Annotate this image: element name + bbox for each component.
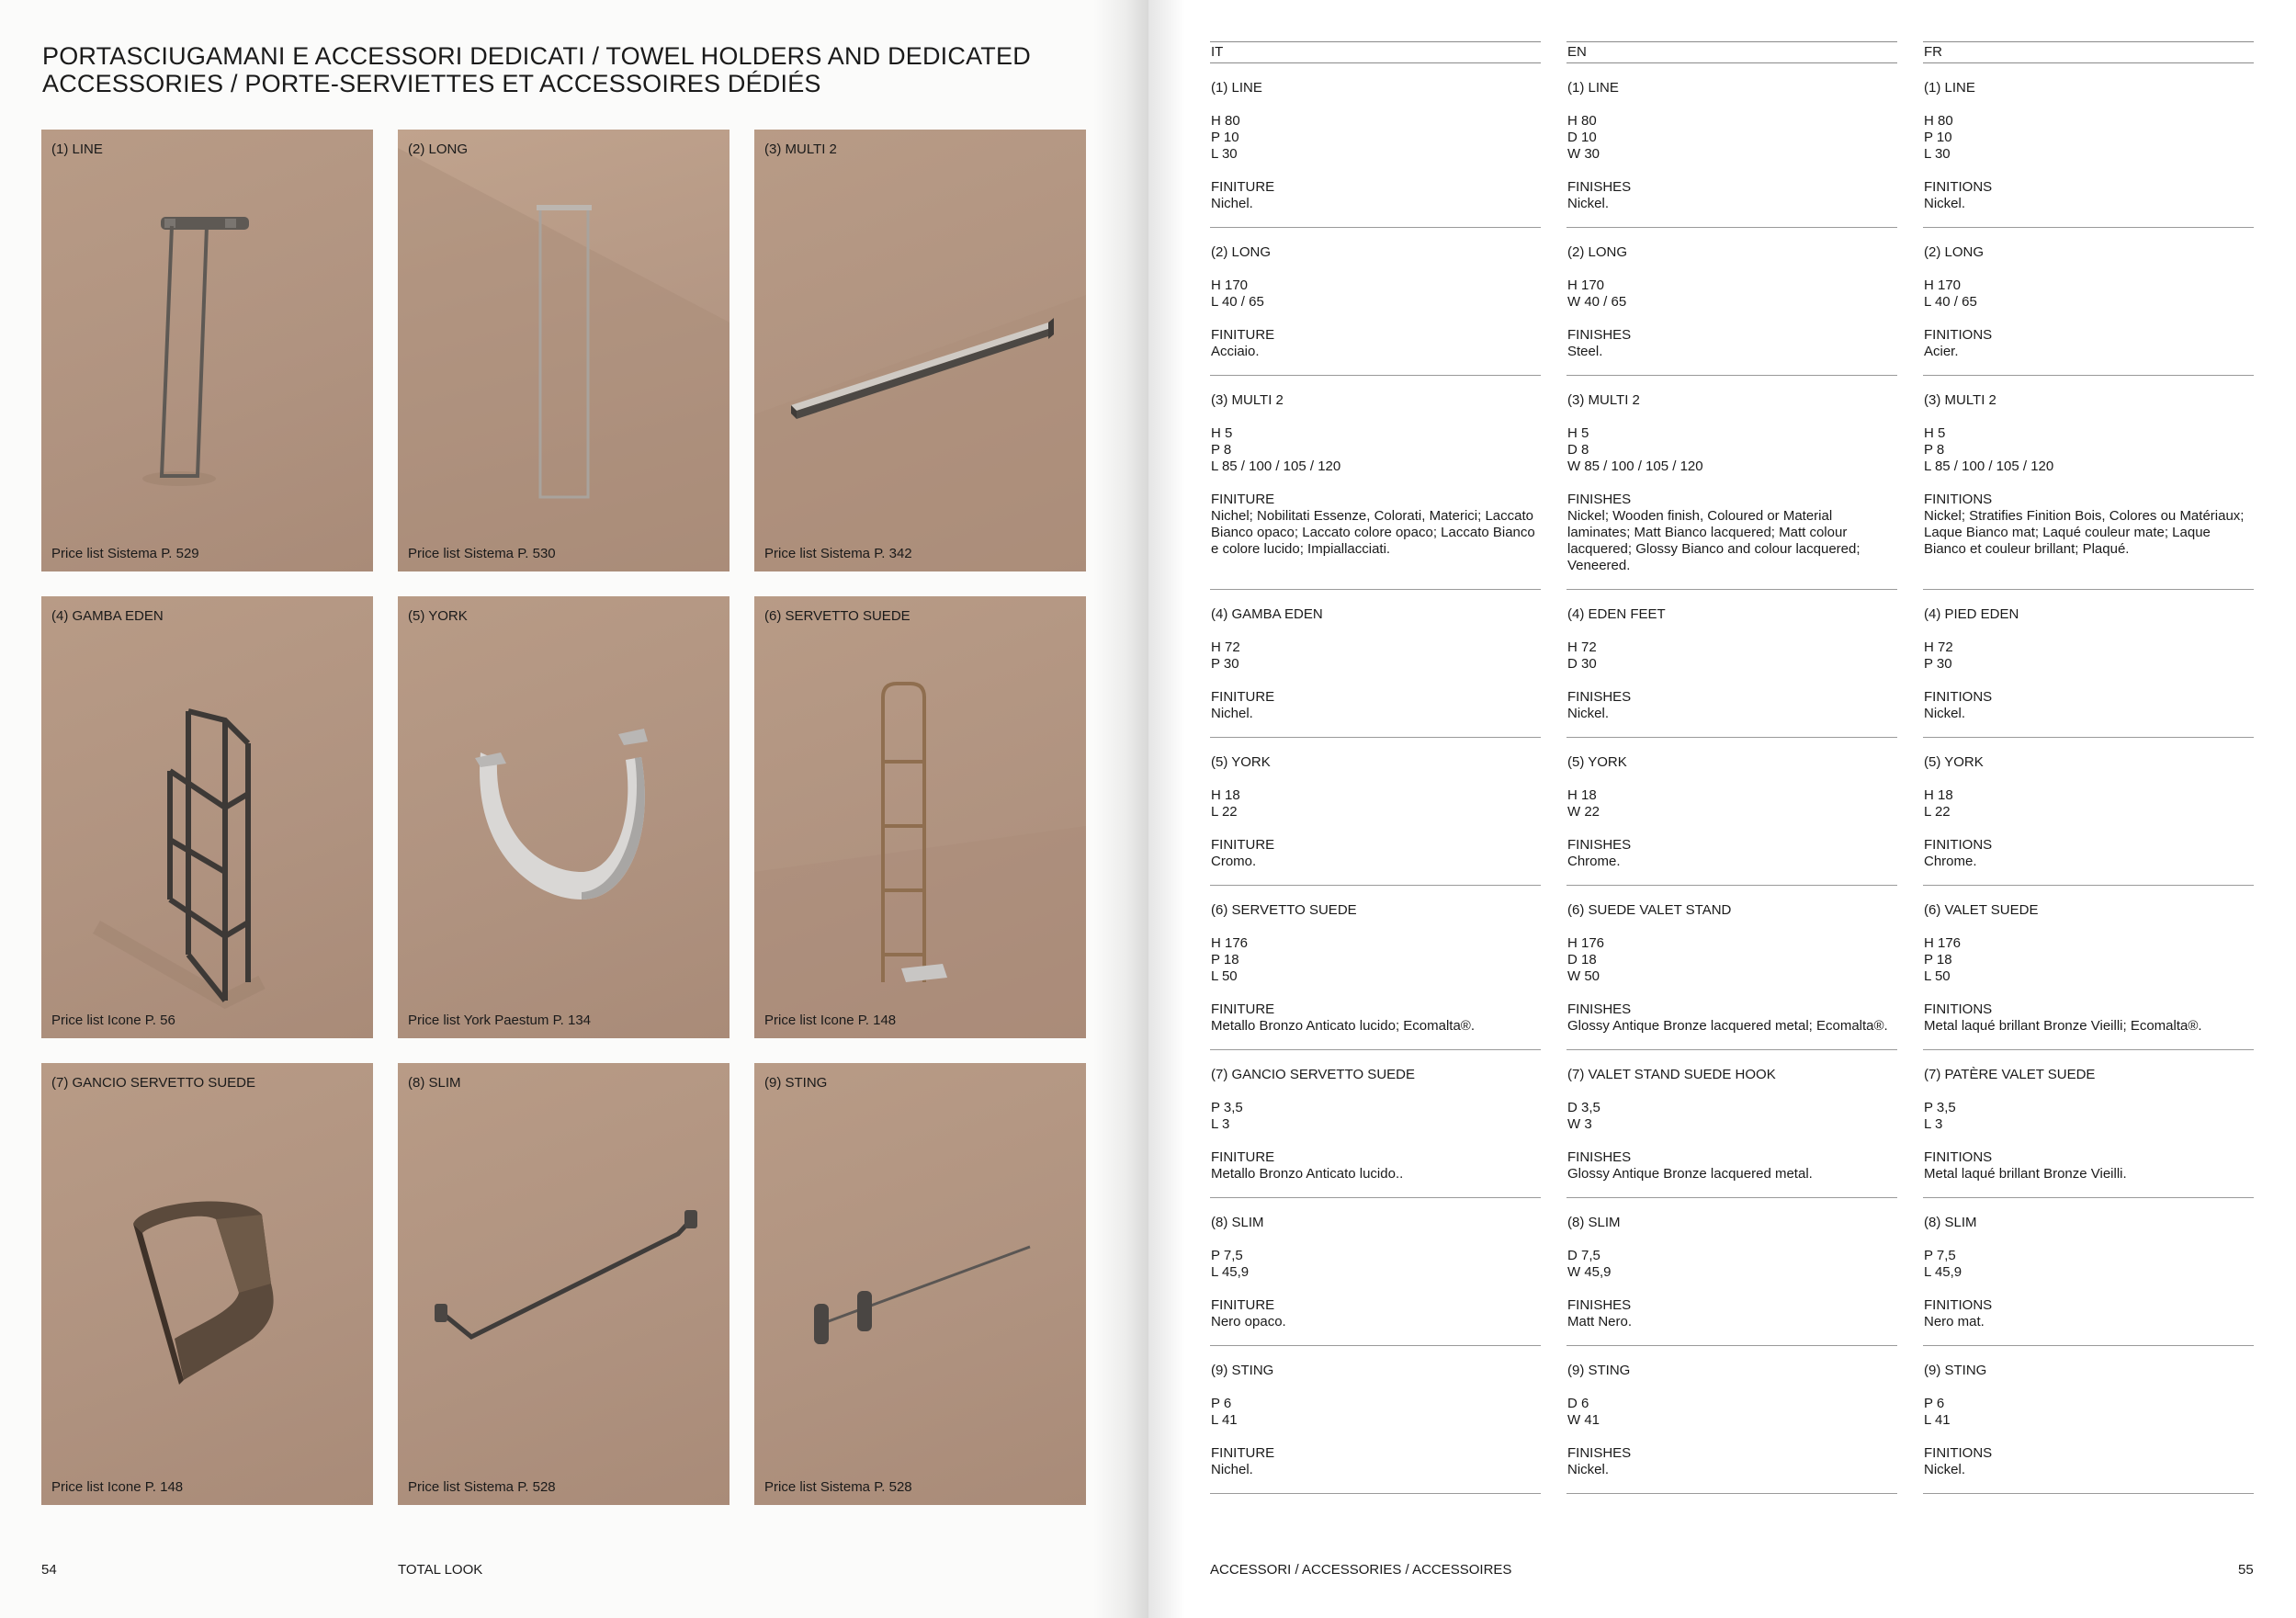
- spec-product-name: (8) SLIM: [1567, 1215, 1621, 1230]
- spec-dimensions: P 7,5 L 45,9: [1211, 1248, 1250, 1280]
- column-lang-label: IT: [1210, 41, 1541, 63]
- spec-product-name: (9) STING: [1567, 1363, 1631, 1378]
- tile-price[interactable]: Price list Sistema P. 530: [408, 546, 556, 561]
- multi-2-shelf-image: [754, 130, 1086, 571]
- spec-entry: [1923, 886, 2254, 1050]
- spec-finishes-label: FINITIONS: [1924, 1445, 1993, 1461]
- spec-product-name: (7) PATÈRE VALET SUEDE: [1924, 1067, 2096, 1082]
- spec-dimensions: H 18 W 22: [1567, 787, 1600, 820]
- tile-name: (7) GANCIO SERVETTO SUEDE: [51, 1075, 255, 1091]
- spec-finishes-label: FINITURE: [1211, 837, 1275, 853]
- spec-dimensions: D 6 W 41: [1567, 1396, 1600, 1428]
- column-lang-label: FR: [1923, 41, 2254, 63]
- york-towel-ring-image: [398, 596, 730, 1038]
- spec-finishes: Nichel.: [1211, 1462, 1253, 1477]
- spec-product-name: (6) SUEDE VALET STAND: [1567, 902, 1732, 918]
- spec-entry: [1210, 1346, 1541, 1494]
- gamba-eden-stand-image: [41, 596, 373, 1038]
- spec-finishes-label: FINITURE: [1211, 1445, 1275, 1461]
- spec-finishes: Nero mat.: [1924, 1314, 1985, 1329]
- spec-entry: [1566, 376, 1897, 590]
- spec-product-name: (4) PIED EDEN: [1924, 606, 2019, 622]
- gutter-shadow-right: [1148, 0, 1185, 1618]
- tile-price[interactable]: Price list Sistema P. 529: [51, 546, 199, 561]
- spec-dimensions: H 170 W 40 / 65: [1567, 277, 1627, 310]
- spec-entry: [1210, 1198, 1541, 1346]
- spec-finishes-label: FINISHES: [1567, 1001, 1632, 1017]
- spec-finishes: Nickel; Stratifies Finition Bois, Colores ou Matériaux; Laque Bianco mat; Laqué couleur mate; Laque Bianco et couleur brillant; Plaqué.: [1924, 508, 2245, 557]
- spec-finishes-label: FINISHES: [1567, 492, 1632, 507]
- column-fr: [1923, 41, 2254, 1494]
- spec-finishes-label: FINITURE: [1211, 1297, 1275, 1313]
- spec-product-name: (9) STING: [1924, 1363, 1987, 1378]
- spec-entry: [1923, 1346, 2254, 1494]
- line-towel-holder-image: [41, 130, 373, 571]
- spec-product-name: (6) SERVETTO SUEDE: [1211, 902, 1357, 918]
- spec-finishes: Matt Nero.: [1567, 1314, 1633, 1329]
- spec-finishes-label: FINISHES: [1567, 1445, 1632, 1461]
- spec-entry: [1566, 1346, 1897, 1494]
- sting-towel-bar-image: [754, 1063, 1086, 1505]
- spec-entry: [1566, 63, 1897, 228]
- tile-price[interactable]: Price list Icone P. 56: [51, 1013, 175, 1028]
- spec-product-name: (5) YORK: [1567, 754, 1627, 770]
- spec-entry: [1923, 376, 2254, 590]
- spec-entry: [1566, 590, 1897, 738]
- spec-dimensions: H 80 P 10 L 30: [1924, 113, 1953, 162]
- spec-entry: [1566, 886, 1897, 1050]
- spec-dimensions: H 18 L 22: [1211, 787, 1240, 820]
- spec-finishes: Nero opaco.: [1211, 1314, 1286, 1329]
- spec-entry: [1210, 738, 1541, 886]
- product-tile-servetto-suede[interactable]: [754, 596, 1086, 1038]
- spec-entry: [1210, 376, 1541, 590]
- spec-finishes-label: FINITIONS: [1924, 327, 1993, 343]
- spec-dimensions: P 3,5 L 3: [1211, 1100, 1243, 1132]
- product-tile-line[interactable]: [41, 130, 373, 571]
- spec-product-name: (2) LONG: [1924, 244, 1985, 260]
- spec-product-name: (5) YORK: [1211, 754, 1271, 770]
- spec-finishes: Nickel.: [1924, 196, 1966, 211]
- spec-product-name: (2) LONG: [1211, 244, 1272, 260]
- spec-finishes: Nickel.: [1924, 1462, 1966, 1477]
- spec-dimensions: H 176 P 18 L 50: [1211, 935, 1249, 984]
- page-title: PORTASCIUGAMANI E ACCESSORI DEDICATI / TOWEL HOLDERS AND DEDICATED ACCESSORIES / PORTE-SERVIETTES ET ACCESSOIRES DÉDIÉS: [42, 42, 1031, 97]
- spec-finishes-label: FINITIONS: [1924, 1297, 1993, 1313]
- tile-price[interactable]: Price list Sistema P. 342: [764, 546, 912, 561]
- tile-name: (4) GAMBA EDEN: [51, 608, 164, 624]
- spec-dimensions: H 18 L 22: [1924, 787, 1953, 820]
- product-tile-slim[interactable]: [398, 1063, 730, 1505]
- spec-finishes-label: FINISHES: [1567, 327, 1632, 343]
- spec-finishes: Nickel.: [1924, 706, 1966, 721]
- spec-finishes-label: FINITIONS: [1924, 837, 1993, 853]
- page-number-right: 55: [2238, 1562, 2254, 1578]
- spec-finishes-label: FINITURE: [1211, 1149, 1275, 1165]
- product-tile-gamba-eden[interactable]: [41, 596, 373, 1038]
- spec-finishes: Metal laqué brillant Bronze Vieilli.: [1924, 1166, 2127, 1182]
- spec-dimensions: P 3,5 L 3: [1924, 1100, 1956, 1132]
- spec-dimensions: P 6 L 41: [1211, 1396, 1238, 1428]
- spec-dimensions: D 3,5 W 3: [1567, 1100, 1600, 1132]
- spec-product-name: (3) MULTI 2: [1924, 392, 1996, 408]
- spec-product-name: (7) VALET STAND SUEDE HOOK: [1567, 1067, 1776, 1082]
- tile-name: (1) LINE: [51, 141, 103, 157]
- spec-entry: [1566, 228, 1897, 376]
- tile-name: (2) LONG: [408, 141, 469, 157]
- spec-finishes: Chrome.: [1567, 854, 1621, 869]
- product-tile-sting[interactable]: [754, 1063, 1086, 1505]
- spec-dimensions: H 176 P 18 L 50: [1924, 935, 1962, 984]
- spec-finishes: Steel.: [1567, 344, 1603, 359]
- spec-finishes-label: FINITIONS: [1924, 1001, 1993, 1017]
- spec-dimensions: H 72 D 30: [1567, 639, 1597, 672]
- gutter-shadow: [1093, 0, 1148, 1618]
- spec-finishes-label: FINISHES: [1567, 179, 1632, 195]
- section-label-left: TOTAL LOOK: [398, 1562, 483, 1578]
- spec-entry: [1210, 590, 1541, 738]
- tile-name: (9) STING: [764, 1075, 828, 1091]
- spec-entry: [1566, 1050, 1897, 1198]
- spec-dimensions: P 7,5 L 45,9: [1924, 1248, 1962, 1280]
- spec-finishes: Metallo Bronzo Anticato lucido; Ecomalta®.: [1211, 1018, 1476, 1034]
- spec-finishes: Nickel.: [1567, 196, 1610, 211]
- page-number-left: 54: [41, 1562, 57, 1578]
- spec-finishes: Glossy Antique Bronze lacquered metal.: [1567, 1166, 1813, 1182]
- spec-finishes: Chrome.: [1924, 854, 1977, 869]
- spec-finishes: Nickel; Wooden finish, Coloured or Material laminates; Matt Bianco lacquered; Matt colour lacquered; Glossy Bianco and colour lacquered; Veneered.: [1567, 508, 1861, 573]
- spec-dimensions: H 80 D 10 W 30: [1567, 113, 1600, 162]
- spec-dimensions: H 176 D 18 W 50: [1567, 935, 1605, 984]
- spec-product-name: (4) GAMBA EDEN: [1211, 606, 1323, 622]
- spec-finishes-label: FINISHES: [1567, 689, 1632, 705]
- spec-product-name: (1) LINE: [1567, 80, 1619, 96]
- spec-finishes: Glossy Antique Bronze lacquered metal; Ecomalta®.: [1567, 1018, 1888, 1034]
- spec-entry: [1923, 228, 2254, 376]
- spec-entry: [1923, 590, 2254, 738]
- spec-finishes-label: FINITURE: [1211, 179, 1275, 195]
- spec-entry: [1210, 1050, 1541, 1198]
- tile-price[interactable]: Price list York Paestum P. 134: [408, 1013, 591, 1028]
- spec-product-name: (8) SLIM: [1924, 1215, 1977, 1230]
- tile-name: (6) SERVETTO SUEDE: [764, 608, 910, 624]
- gancio-hook-image: [41, 1063, 373, 1505]
- spec-product-name: (5) YORK: [1924, 754, 1984, 770]
- spec-dimensions: H 5 P 8 L 85 / 100 / 105 / 120: [1211, 425, 1341, 474]
- spec-dimensions: P 6 L 41: [1924, 1396, 1951, 1428]
- spec-finishes: Nichel.: [1211, 196, 1253, 211]
- spec-entry: [1210, 886, 1541, 1050]
- spec-product-name: (3) MULTI 2: [1211, 392, 1284, 408]
- column-lang-label: EN: [1566, 41, 1897, 63]
- spec-finishes: Nichel.: [1211, 706, 1253, 721]
- spec-finishes: Metallo Bronzo Anticato lucido..: [1211, 1166, 1404, 1182]
- spec-product-name: (1) LINE: [1211, 80, 1262, 96]
- spec-entry: [1210, 228, 1541, 376]
- product-tile-multi-2[interactable]: [754, 130, 1086, 571]
- spec-finishes: Acier.: [1924, 344, 1959, 359]
- spec-dimensions: H 72 P 30: [1211, 639, 1240, 672]
- spec-entry: [1923, 1050, 2254, 1198]
- spec-finishes: Nickel.: [1567, 1462, 1610, 1477]
- spec-finishes-label: FINITURE: [1211, 1001, 1275, 1017]
- spec-entry: [1566, 738, 1897, 886]
- spec-finishes: Nichel; Nobilitati Essenze, Colorati, Materici; Laccato Bianco opaco; Laccato colore opaco; Laccato Bianco e colore lucido; Impiallacciati.: [1211, 508, 1535, 557]
- spec-entry: [1923, 738, 2254, 886]
- tile-price[interactable]: Price list Icone P. 148: [51, 1479, 184, 1495]
- spec-entry: [1210, 63, 1541, 228]
- spec-finishes: Nickel.: [1567, 706, 1610, 721]
- tile-name: (5) YORK: [408, 608, 468, 624]
- column-en: [1566, 41, 1897, 1494]
- spec-dimensions: H 72 P 30: [1924, 639, 1953, 672]
- spec-dimensions: H 80 P 10 L 30: [1211, 113, 1240, 162]
- section-label-right: ACCESSORI / ACCESSORIES / ACCESSOIRES: [1210, 1562, 1512, 1578]
- spec-finishes-label: FINITURE: [1211, 327, 1275, 343]
- servetto-suede-stand-image: [754, 596, 1086, 1038]
- product-tile-gancio-servetto-suede[interactable]: [41, 1063, 373, 1505]
- spec-entry: [1923, 63, 2254, 228]
- spec-finishes: Acciaio.: [1211, 344, 1260, 359]
- spec-finishes: Metal laqué brillant Bronze Vieilli; Ecomalta®.: [1924, 1018, 2202, 1034]
- spec-finishes-label: FINITIONS: [1924, 492, 1993, 507]
- spec-finishes-label: FINISHES: [1567, 1297, 1632, 1313]
- spec-entry: [1566, 1198, 1897, 1346]
- spec-dimensions: H 5 P 8 L 85 / 100 / 105 / 120: [1924, 425, 2054, 474]
- spec-product-name: (7) GANCIO SERVETTO SUEDE: [1211, 1067, 1415, 1082]
- long-towel-holder-image: [398, 130, 730, 571]
- slim-towel-bar-image: [398, 1063, 730, 1505]
- spec-finishes-label: FINITIONS: [1924, 689, 1993, 705]
- spec-product-name: (2) LONG: [1567, 244, 1628, 260]
- spec-dimensions: D 7,5 W 45,9: [1567, 1248, 1612, 1280]
- spec-entry: [1923, 1198, 2254, 1346]
- right-page: [1148, 0, 2296, 1618]
- spec-dimensions: H 5 D 8 W 85 / 100 / 105 / 120: [1567, 425, 1703, 474]
- spec-finishes-label: FINISHES: [1567, 837, 1632, 853]
- spec-finishes-label: FINITIONS: [1924, 1149, 1993, 1165]
- spec-product-name: (9) STING: [1211, 1363, 1274, 1378]
- product-tile-york[interactable]: [398, 596, 730, 1038]
- tile-price[interactable]: Price list Icone P. 148: [764, 1013, 897, 1028]
- tile-price[interactable]: Price list Sistema P. 528: [408, 1479, 556, 1495]
- spec-dimensions: H 170 L 40 / 65: [1924, 277, 1977, 310]
- spec-finishes-label: FINITURE: [1211, 689, 1275, 705]
- spec-product-name: (3) MULTI 2: [1567, 392, 1640, 408]
- tile-name: (8) SLIM: [408, 1075, 461, 1091]
- spec-finishes-label: FINITIONS: [1924, 179, 1993, 195]
- spec-dimensions: H 170 L 40 / 65: [1211, 277, 1264, 310]
- column-it: [1210, 41, 1541, 1494]
- tile-price[interactable]: Price list Sistema P. 528: [764, 1479, 912, 1495]
- spec-product-name: (4) EDEN FEET: [1567, 606, 1666, 622]
- spec-product-name: (8) SLIM: [1211, 1215, 1264, 1230]
- spec-product-name: (6) VALET SUEDE: [1924, 902, 2039, 918]
- spec-product-name: (1) LINE: [1924, 80, 1975, 96]
- spec-finishes: Cromo.: [1211, 854, 1257, 869]
- spec-finishes-label: FINITURE: [1211, 492, 1275, 507]
- product-tile-long[interactable]: [398, 130, 730, 571]
- tile-name: (3) MULTI 2: [764, 141, 837, 157]
- spec-finishes-label: FINISHES: [1567, 1149, 1632, 1165]
